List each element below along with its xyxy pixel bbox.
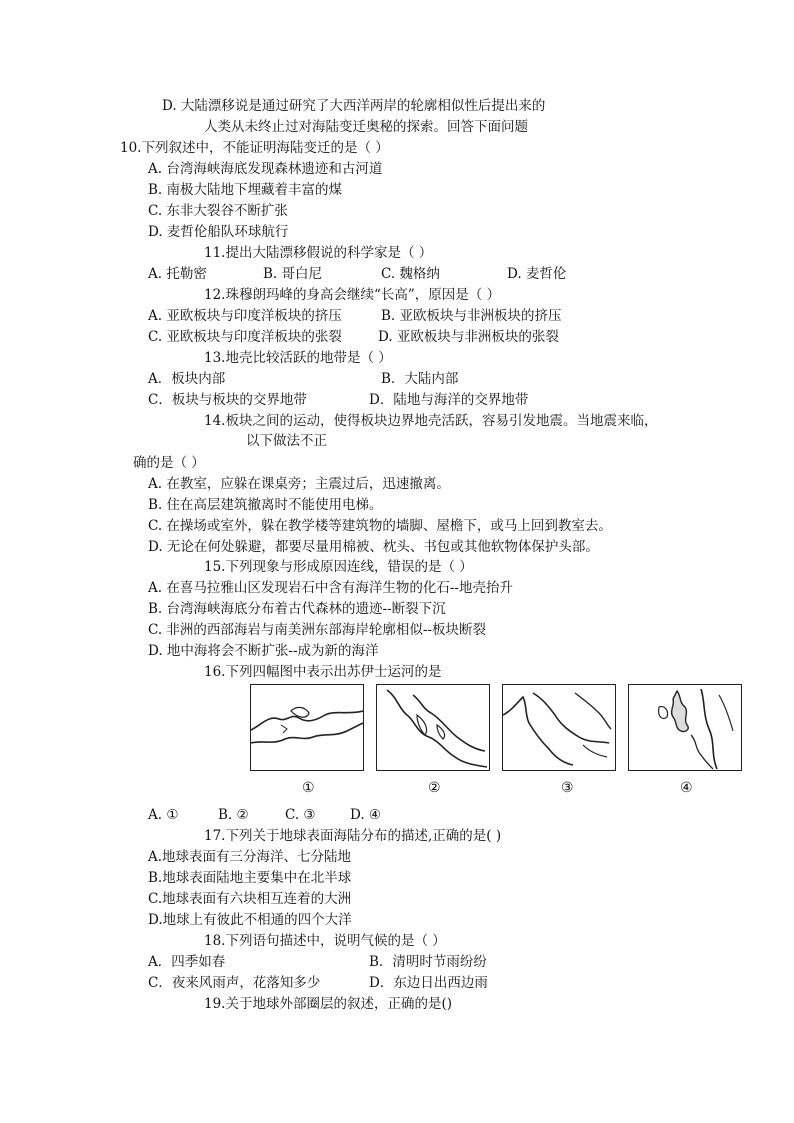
- q14-stem-line3: 确的是（ ）: [133, 455, 205, 471]
- q13-option-c: C．板块与板块的交界地带: [148, 392, 307, 408]
- map-label-1: ①: [302, 780, 315, 796]
- q12-option-a: A. 亚欧板块与印度洋板块的挤压: [148, 308, 342, 324]
- q11-option-b: B. 哥白尼: [263, 266, 323, 282]
- q17-option-b: B.地球表面陆地主要集中在北半球: [148, 870, 352, 886]
- map-label-3: ③: [561, 780, 574, 796]
- q12-stem: 12.珠穆朗玛峰的身高会继续“长高”，原因是（ ）: [204, 287, 501, 303]
- q16-option-d: D. ④: [350, 807, 382, 823]
- q18-option-d: D．东边日出西边雨: [369, 975, 488, 991]
- q17-option-d: D.地球上有彼此不相通的四个大洋: [148, 912, 352, 928]
- map-2-image: [376, 684, 490, 771]
- q16-map-figure: [250, 684, 740, 774]
- q18-option-b: B．清明时节雨纷纷: [369, 954, 487, 970]
- q16-option-c: C. ③: [285, 807, 316, 823]
- q16-option-b: B. ②: [218, 807, 249, 823]
- q13-option-b: B．大陆内部: [381, 371, 459, 387]
- q17-option-c: C.地球表面有六块相互连着的大洲: [148, 891, 352, 907]
- map-4-image: [628, 684, 742, 771]
- q18-option-c: C．夜来风雨声，花落知多少: [148, 975, 321, 991]
- q12-option-b: B. 亚欧板块与非洲板块的挤压: [381, 308, 562, 324]
- q14-stem-line2: 以下做法不正: [246, 433, 327, 449]
- q12-option-c: C. 亚欧板块与印度洋板块的张裂: [148, 329, 342, 345]
- q11-option-d: D. 麦哲伦: [507, 266, 567, 282]
- q13-stem: 13.地壳比较活跃的地带是（ ）: [204, 350, 392, 366]
- q16-option-a: A. ①: [148, 807, 179, 823]
- q10-stem: 10.下列叙述中，不能证明海陆变迁的是（ ）: [120, 140, 389, 156]
- q15-stem: 15.下列现象与形成原因连线，错误的是（ ）: [204, 559, 473, 575]
- q15-option-a: A. 在喜马拉雅山区发现岩石中含有海洋生物的化石--地壳抬升: [148, 580, 513, 596]
- q11-option-a: A. 托勒密: [148, 266, 207, 282]
- q10-option-b: B. 南极大陆地下埋藏着丰富的煤: [148, 182, 343, 198]
- q13-option-d: D．陆地与海洋的交界地带: [369, 392, 529, 408]
- q10-option-d: D. 麦哲伦船队环球航行: [148, 224, 289, 240]
- q19-stem: 19.关于地球外部圈层的叙述，正确的是(): [204, 996, 453, 1012]
- map-3-image: [502, 684, 616, 771]
- map-label-4: ④: [680, 780, 693, 796]
- q14-stem-line1: 14.板块之间的运动，使得板块边界地壳活跃，容易引发地震。当地震来临，: [204, 413, 658, 429]
- q11-option-c: C. 魏格纳: [381, 266, 440, 282]
- q15-option-d: D. 地中海将会不断扩张--成为新的海洋: [148, 643, 379, 659]
- q11-stem: 11.提出大陆漂移假说的科学家是（ ）: [204, 245, 433, 261]
- map-label-2: ②: [428, 780, 441, 796]
- q16-stem: 16.下列四幅图中表示出苏伊士运河的是: [204, 664, 442, 680]
- q17-stem: 17.下列关于地球表面海陆分布的描述,正确的是( ): [204, 828, 502, 844]
- q15-option-c: C. 非洲的西部海岩与南美洲东部海岸轮廓相似--板块断裂: [148, 622, 487, 638]
- q14-option-a: A. 在教室，应躲在课桌旁；主震过后，迅速撤离。: [148, 476, 450, 492]
- q10-option-c: C. 东非大裂谷不断扩张: [148, 203, 288, 219]
- q18-stem: 18.下列语句描述中，说明气候的是（ ）: [204, 933, 446, 949]
- q17-option-a: A.地球表面有三分海洋、七分陆地: [148, 849, 352, 865]
- q13-option-a: A．板块内部: [148, 371, 226, 387]
- q18-option-a: A．四季如春: [148, 954, 226, 970]
- q10-option-a: A. 台湾海峡海底发现森林遗迹和古河道: [148, 161, 383, 177]
- q14-option-c: C. 在操场或室外，躲在教学楼等建筑物的墙脚、屋檐下，或马上回到教室去。: [148, 518, 612, 534]
- q14-option-b: B. 住在高层建筑撤离时不能使用电梯。: [148, 497, 383, 513]
- q14-option-d: D. 无论在何处躲避，都要尽量用棉被、枕头、书包或其他软物体保护头部。: [148, 539, 599, 555]
- q12-option-d: D. 亚欧板块与非洲板块的张裂: [378, 329, 559, 345]
- map-1-image: [250, 684, 364, 771]
- q9-option-d: D. 大陆漂移说是通过研究了大西洋两岸的轮廓相似性后提出来的: [162, 98, 546, 114]
- passage-intro: 人类从未终止过对海陆变迁奥秘的探索。回答下面问题: [204, 119, 528, 135]
- q15-option-b: B. 台湾海峡海底分布着古代森林的遗迹--断裂下沉: [148, 601, 446, 617]
